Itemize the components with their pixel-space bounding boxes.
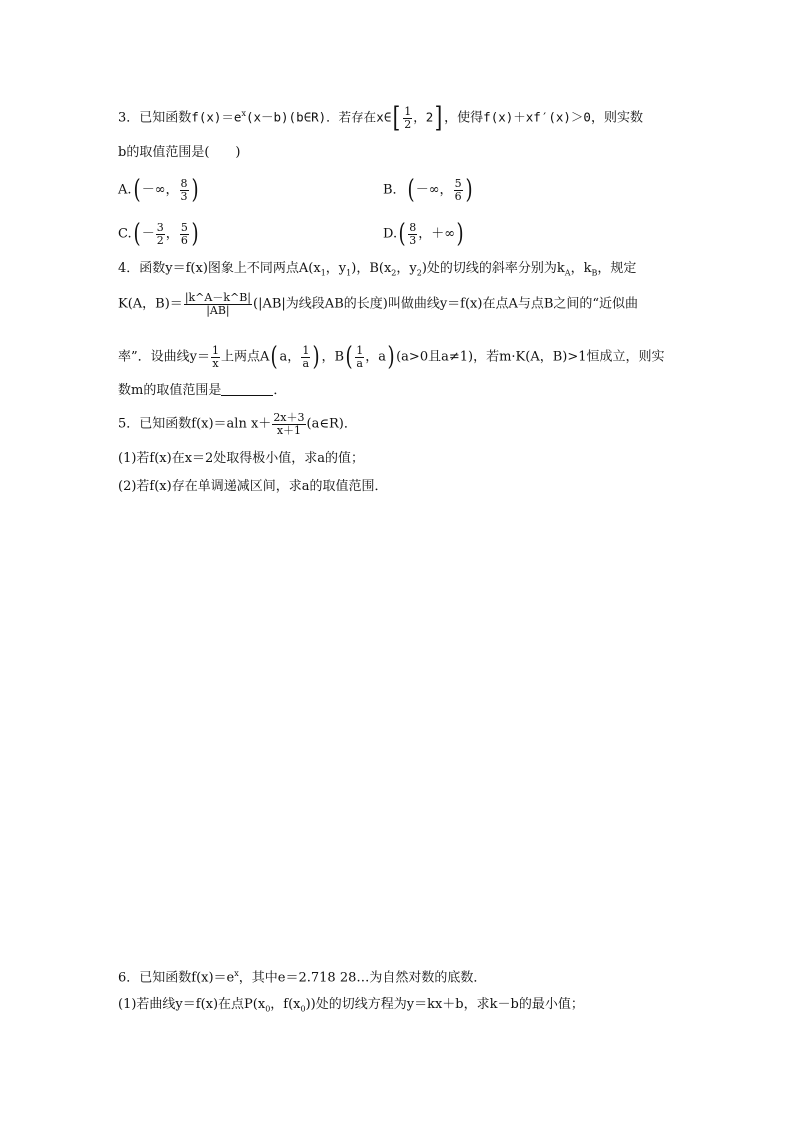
q3-number: 3．	[118, 110, 140, 126]
q4-line-3: 率”．设曲线y＝ $\frac{1}{x}$ 上两点A( a， $\frac{1}{a}$ ) ，B( $\frac{1}{a}$ ，a) (a>0且a≠1)，若m·K(A，B)>1恒成立，则实	[118, 342, 665, 372]
q5-line-1: 5．已知函数f(x)＝aln x＋ $\frac{2x+3}{x+1}$ (a∈R)．	[118, 411, 357, 437]
q4-line-1: 4．函数y＝f(x)图象上不同两点$A(x_1$，$y_1$)，$B(x_2$，$y_2$)处的切线的斜率分别为$k_A$，$k_B$，规定	[118, 261, 637, 278]
interval-fraction: $\frac{1}{2}$	[404, 104, 412, 131]
curvature-fraction: $\frac{|k\^{}A-k\^{}B|}{|AB|}$	[184, 291, 252, 317]
q3-option-d: D.( $\frac{8}{3}$ ，＋∞)	[383, 219, 464, 249]
q3-option-b: B．( －∞， $\frac{5}{6}$ )	[383, 175, 473, 205]
q6-part-1: (1)若曲线y＝f(x)在点$P(x_0$，$f(x_0)$)处的切线方程为y＝kx＋b，求k－b的最小值；	[118, 997, 584, 1014]
q5-part-1: (1)若f(x)在x＝2处取得极小值，求a的值；	[118, 451, 365, 466]
q4-line-4: 数m的取值范围是 ．	[118, 383, 287, 398]
right-bracket: ]	[434, 101, 443, 134]
q3-option-a: A.( －∞， $\frac{8}{3}$ )	[118, 175, 199, 205]
q5-fraction: $\frac{2x+3}{x+1}$	[273, 411, 305, 437]
q3-line-2: b的取值范围是( )	[118, 145, 241, 160]
q4-line-2: K(A，B)＝ $\frac{|k\^{}A-k\^{}B|}{|AB|}$ (|AB|为线段AB的长度)叫做曲线y＝f(x)在点A与点B之间的“近似曲	[118, 291, 639, 317]
q3-line-1: 3．已知函数$f(x)=e^x(x-b)(b\in R)$．若存在x∈[ $\frac{1}{2}$ ，2] ，使得f(x)＋xf′(x)＞0，则实数	[118, 101, 643, 134]
left-bracket: [	[392, 101, 401, 134]
q5-part-2: (2)若f(x)存在单调递减区间，求a的取值范围．	[118, 479, 388, 494]
answer-blank	[221, 395, 273, 396]
q3-option-c: C.( － $\frac{3}{2}$ ， $\frac{5}{6}$ )	[118, 219, 199, 249]
q6-line-1: 6．已知函数$f(x)=e^x$，其中e＝2.718 28…为自然对数的底数．	[118, 969, 487, 986]
